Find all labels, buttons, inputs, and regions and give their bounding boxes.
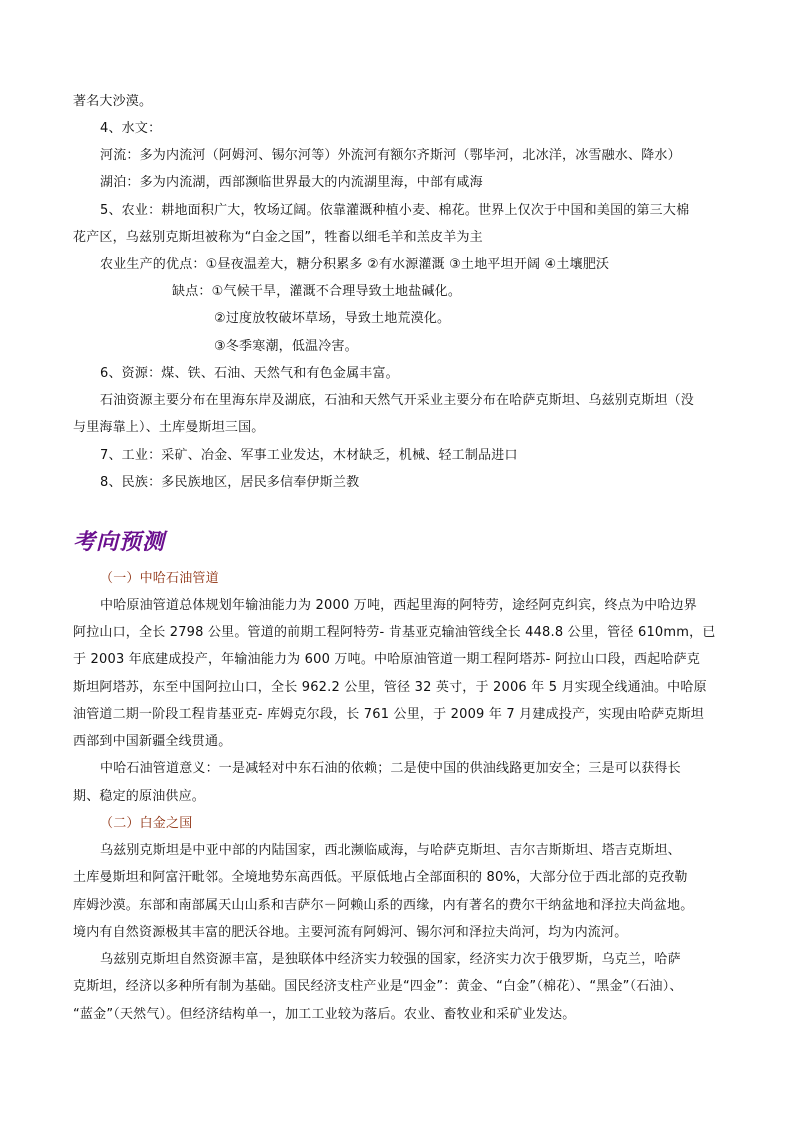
text-line: ②过度放牧破坏草场，导致土地荒漠化。 [214,311,451,326]
text-line: “蓝金”（天然气）。但经济结构单一，加工工业较为落后。农业、畜牧业和采矿业发达。 [73,1007,576,1022]
text-line: 石油资源主要分布在里海东岸及湖底，石油和天然气开采业主要分布在哈萨克斯坦、乌兹别克斯坦（没 [100,393,695,408]
text-line: 乌兹别克斯坦是中亚中部的内陆国家，西北濒临咸海，与哈萨克斯坦、吉尔吉斯斯坦、塔吉克斯坦、 [100,843,681,858]
text-line: 河流：多为内流河（阿姆河、锡尔河等）外流河有额尔齐斯河（鄂毕河，北冰洋，冰雪融水、降水） [100,148,681,163]
text-line: 7、工业：采矿、冶金、军事工业发达，木材缺乏，机械、轻工制品进口 [100,448,518,463]
text-line: 西部到中国新疆全线贯通。 [73,734,232,749]
text-line: 湖泊：多为内流湖，西部濒临世界最大的内流湖里海，中部有咸海 [100,175,483,190]
subsection-title: （一）中哈石油管道 [100,571,219,586]
subsection-title: （二）白金之国 [100,816,193,831]
text-line: 5、农业：耕地面积广大，牧场辽阔。依靠灌溉种植小麦、棉花。世界上仅次于中国和美国的第三大棉 [100,203,690,218]
text-line: 阿拉山口，全长 2798 公里。管道的前期工程阿特劳- 肯基亚克输油管线全长 448.8 公里，管径 610mm，已 [73,625,716,640]
text-line: 油管道二期一阶段工程肯基亚克- 库姆克尔段，长 761 公里，于 2009 年 7 月建成投产，实现由哈萨克斯坦 [73,707,704,722]
text-line: 8、民族：多民族地区，居民多信奉伊斯兰教 [100,475,360,490]
text-line: ③冬季寒潮，低温冷害。 [214,339,358,354]
text-line: 乌兹别克斯坦自然资源丰富，是独联体中经济实力较强的国家，经济实力次于俄罗斯，乌克兰，哈萨 [100,952,681,967]
text-line: 境内有自然资源极其丰富的肥沃谷地。主要河流有阿姆河、锡尔河和泽拉夫尚河，均为内流河。 [73,925,628,940]
text-line: 农业生产的优点：①昼夜温差大，糖分积累多 ②有水源灌溉 ③土地平坦开阔 ④土壤肥沃 [100,257,610,272]
text-line: 著名大沙漠。 [73,94,153,109]
text-line: 花产区，乌兹别克斯坦被称为“白金之国”，牲畜以细毛羊和羔皮羊为主 [73,230,483,245]
text-line: 克斯坦，经济以多种所有制为基础。国民经济支柱产业是“四金”：黄金、“白金”（棉花）、“黑金”（石油）、 [73,979,683,994]
section-heading: 考向预测 [73,529,166,555]
text-line: 于 2003 年底建成投产，年输油能力为 600 万吨。中哈原油管道一期工程阿塔苏- 阿拉山口段，西起哈萨克 [73,652,701,667]
text-line: 斯坦阿塔苏，东至中国阿拉山口，全长 962.2 公里，管径 32 英寸，于 2006 年 5 月实现全线通油。中哈原 [73,680,707,695]
text-line: 缺点：①气候干旱，灌溉不合理导致土地盐碱化。 [172,284,462,299]
text-line: 4、水文： [100,121,162,136]
text-line: 中哈原油管道总体规划年输油能力为 2000 万吨，西起里海的阿特劳，途经阿克纠宾，终点为中哈边界 [100,598,697,613]
text-line: 中哈石油管道意义：一是减轻对中东石油的依赖；二是使中国的供油线路更加安全；三是可以获得长 [100,761,681,776]
text-line: 与里海靠上）、土库曼斯坦三国。 [73,420,265,435]
text-line: 期、稳定的原油供应。 [73,789,206,804]
text-line: 库姆沙漠。东部和南部属天山山系和吉萨尔－阿赖山系的西缘，内有著名的费尔干纳盆地和泽拉夫尚盆地。 [73,898,694,913]
text-line: 6、资源：煤、铁、石油、天然气和有色金属丰富。 [100,366,399,381]
text-line: 土库曼斯坦和阿富汗毗邻。全境地势东高西低。平原低地占全部面积的 80%，大部分位于西北部的克孜勒 [73,870,688,885]
